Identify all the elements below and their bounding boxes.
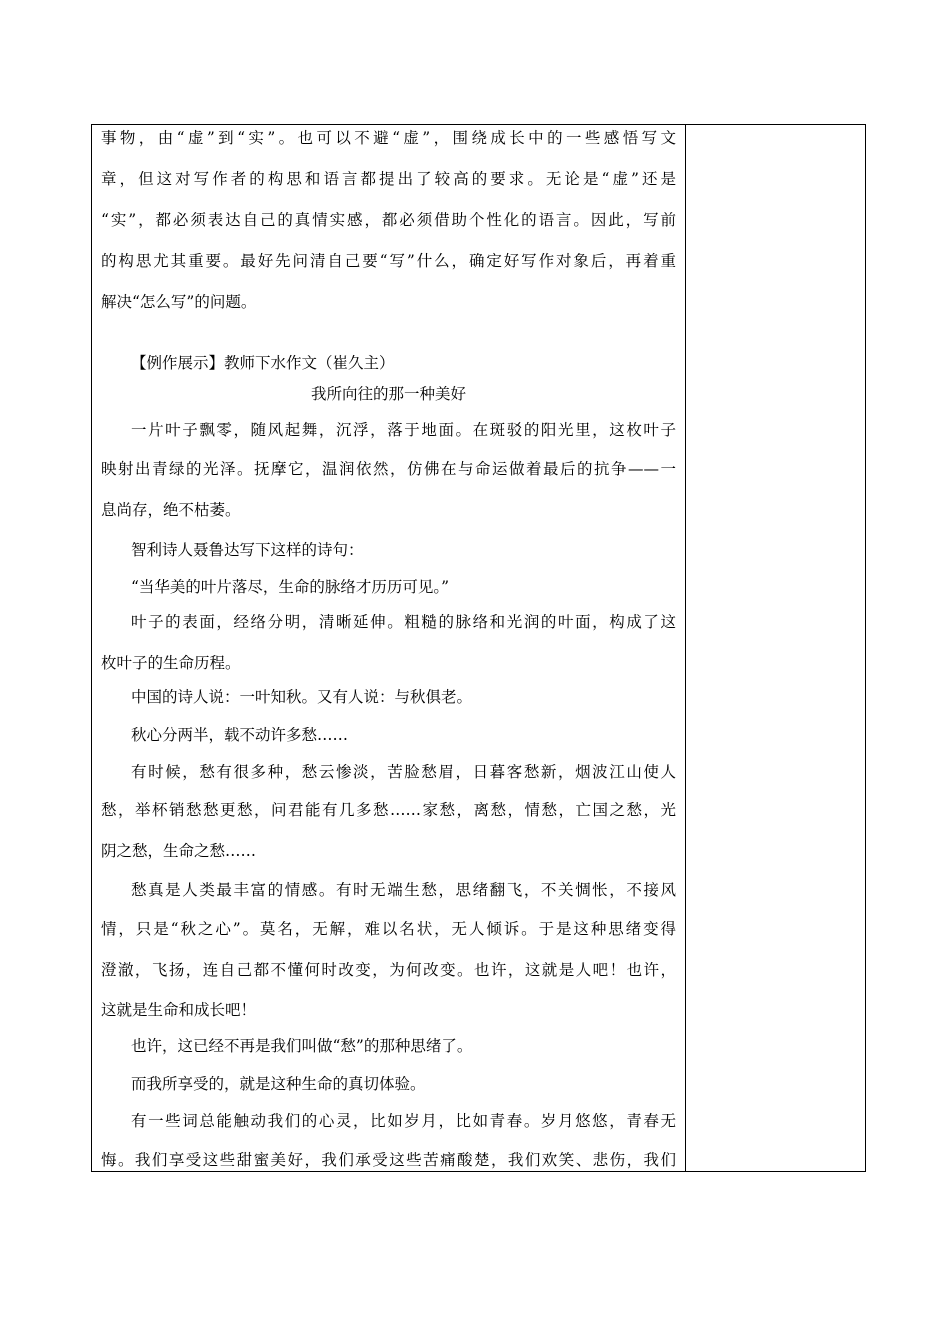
essay-line: “当华美的叶片落尽，生命的脉络才历历可见。” bbox=[131, 578, 450, 596]
example-heading: 【例作展示】教师下水作文（崔久主） bbox=[131, 354, 395, 372]
essay-line: 息尚存，绝不枯萎。 bbox=[101, 501, 241, 519]
intro-line: 的构思尤其重要。最好先问清自己要“写”什么，确定好写作对象后，再着重 bbox=[101, 252, 676, 270]
essay-line: 秋心分两半，载不动许多愁…… bbox=[131, 726, 349, 744]
intro-line: 解决“怎么写”的问题。 bbox=[101, 293, 257, 311]
main-content-cell bbox=[92, 125, 685, 1171]
essay-line: 枚叶子的生命历程。 bbox=[101, 654, 241, 672]
essay-line: 叶子的表面，经络分明，清晰延伸。粗糙的脉络和光润的叶面，构成了这 bbox=[131, 613, 676, 631]
essay-line: 悔。我们享受这些甜蜜美好，我们承受这些苦痛酸楚，我们欢笑、悲伤，我们 bbox=[101, 1151, 676, 1169]
intro-line: 事物，由“虚”到“实”。也可以不避“虚”，围绕成长中的一些感悟写文 bbox=[101, 129, 676, 147]
essay-line: 愁，举杯销愁愁更愁，问君能有几多愁……家愁，离愁，情愁，亡国之愁，光 bbox=[101, 801, 676, 819]
intro-line: “实”，都必须表达自己的真情实感，都必须借助个性化的语言。因此，写前 bbox=[101, 211, 676, 229]
essay-line: 中国的诗人说：一叶知秋。又有人说：与秋俱老。 bbox=[131, 688, 473, 706]
essay-line: 有时候，愁有很多种，愁云惨淡，苦脸愁眉，日暮客愁新，烟波江山使人 bbox=[131, 763, 676, 781]
essay-line: 这就是生命和成长吧！ bbox=[101, 1001, 257, 1019]
essay-line: 阴之愁，生命之愁…… bbox=[101, 842, 257, 860]
essay-line: 澄澈，飞扬，连自己都不懂何时改变，为何改变。也许，这就是人吧！也许， bbox=[101, 961, 676, 979]
essay-line: 映射出青绿的光泽。抚摩它，温润依然，仿佛在与命运做着最后的抗争——一 bbox=[101, 460, 676, 478]
essay-line: 一片叶子飘零，随风起舞，沉浮，落于地面。在斑驳的阳光里，这枚叶子 bbox=[131, 421, 676, 439]
essay-line: 而我所享受的，就是这种生命的真切体验。 bbox=[131, 1075, 426, 1093]
essay-line: 有一些词总能触动我们的心灵，比如岁月，比如青春。岁月悠悠，青春无 bbox=[131, 1112, 676, 1130]
essay-line: 情，只是“秋之心”。莫名，无解，难以名状，无人倾诉。于是这种思绪变得 bbox=[101, 920, 676, 938]
notes-cell bbox=[686, 125, 865, 1171]
essay-line: 愁真是人类最丰富的情感。有时无端生愁，思绪翻飞，不关惆怅，不接风 bbox=[131, 881, 676, 899]
document-table bbox=[91, 124, 866, 1172]
essay-line: 智利诗人聂鲁达写下这样的诗句： bbox=[131, 541, 364, 559]
essay-title: 我所向往的那一种美好 bbox=[310, 385, 466, 403]
essay-line: 也许，这已经不再是我们叫做“愁”的那种思绪了。 bbox=[131, 1037, 473, 1055]
intro-line: 章，但这对写作者的构思和语言都提出了较高的要求。无论是“虚”还是 bbox=[101, 170, 676, 188]
